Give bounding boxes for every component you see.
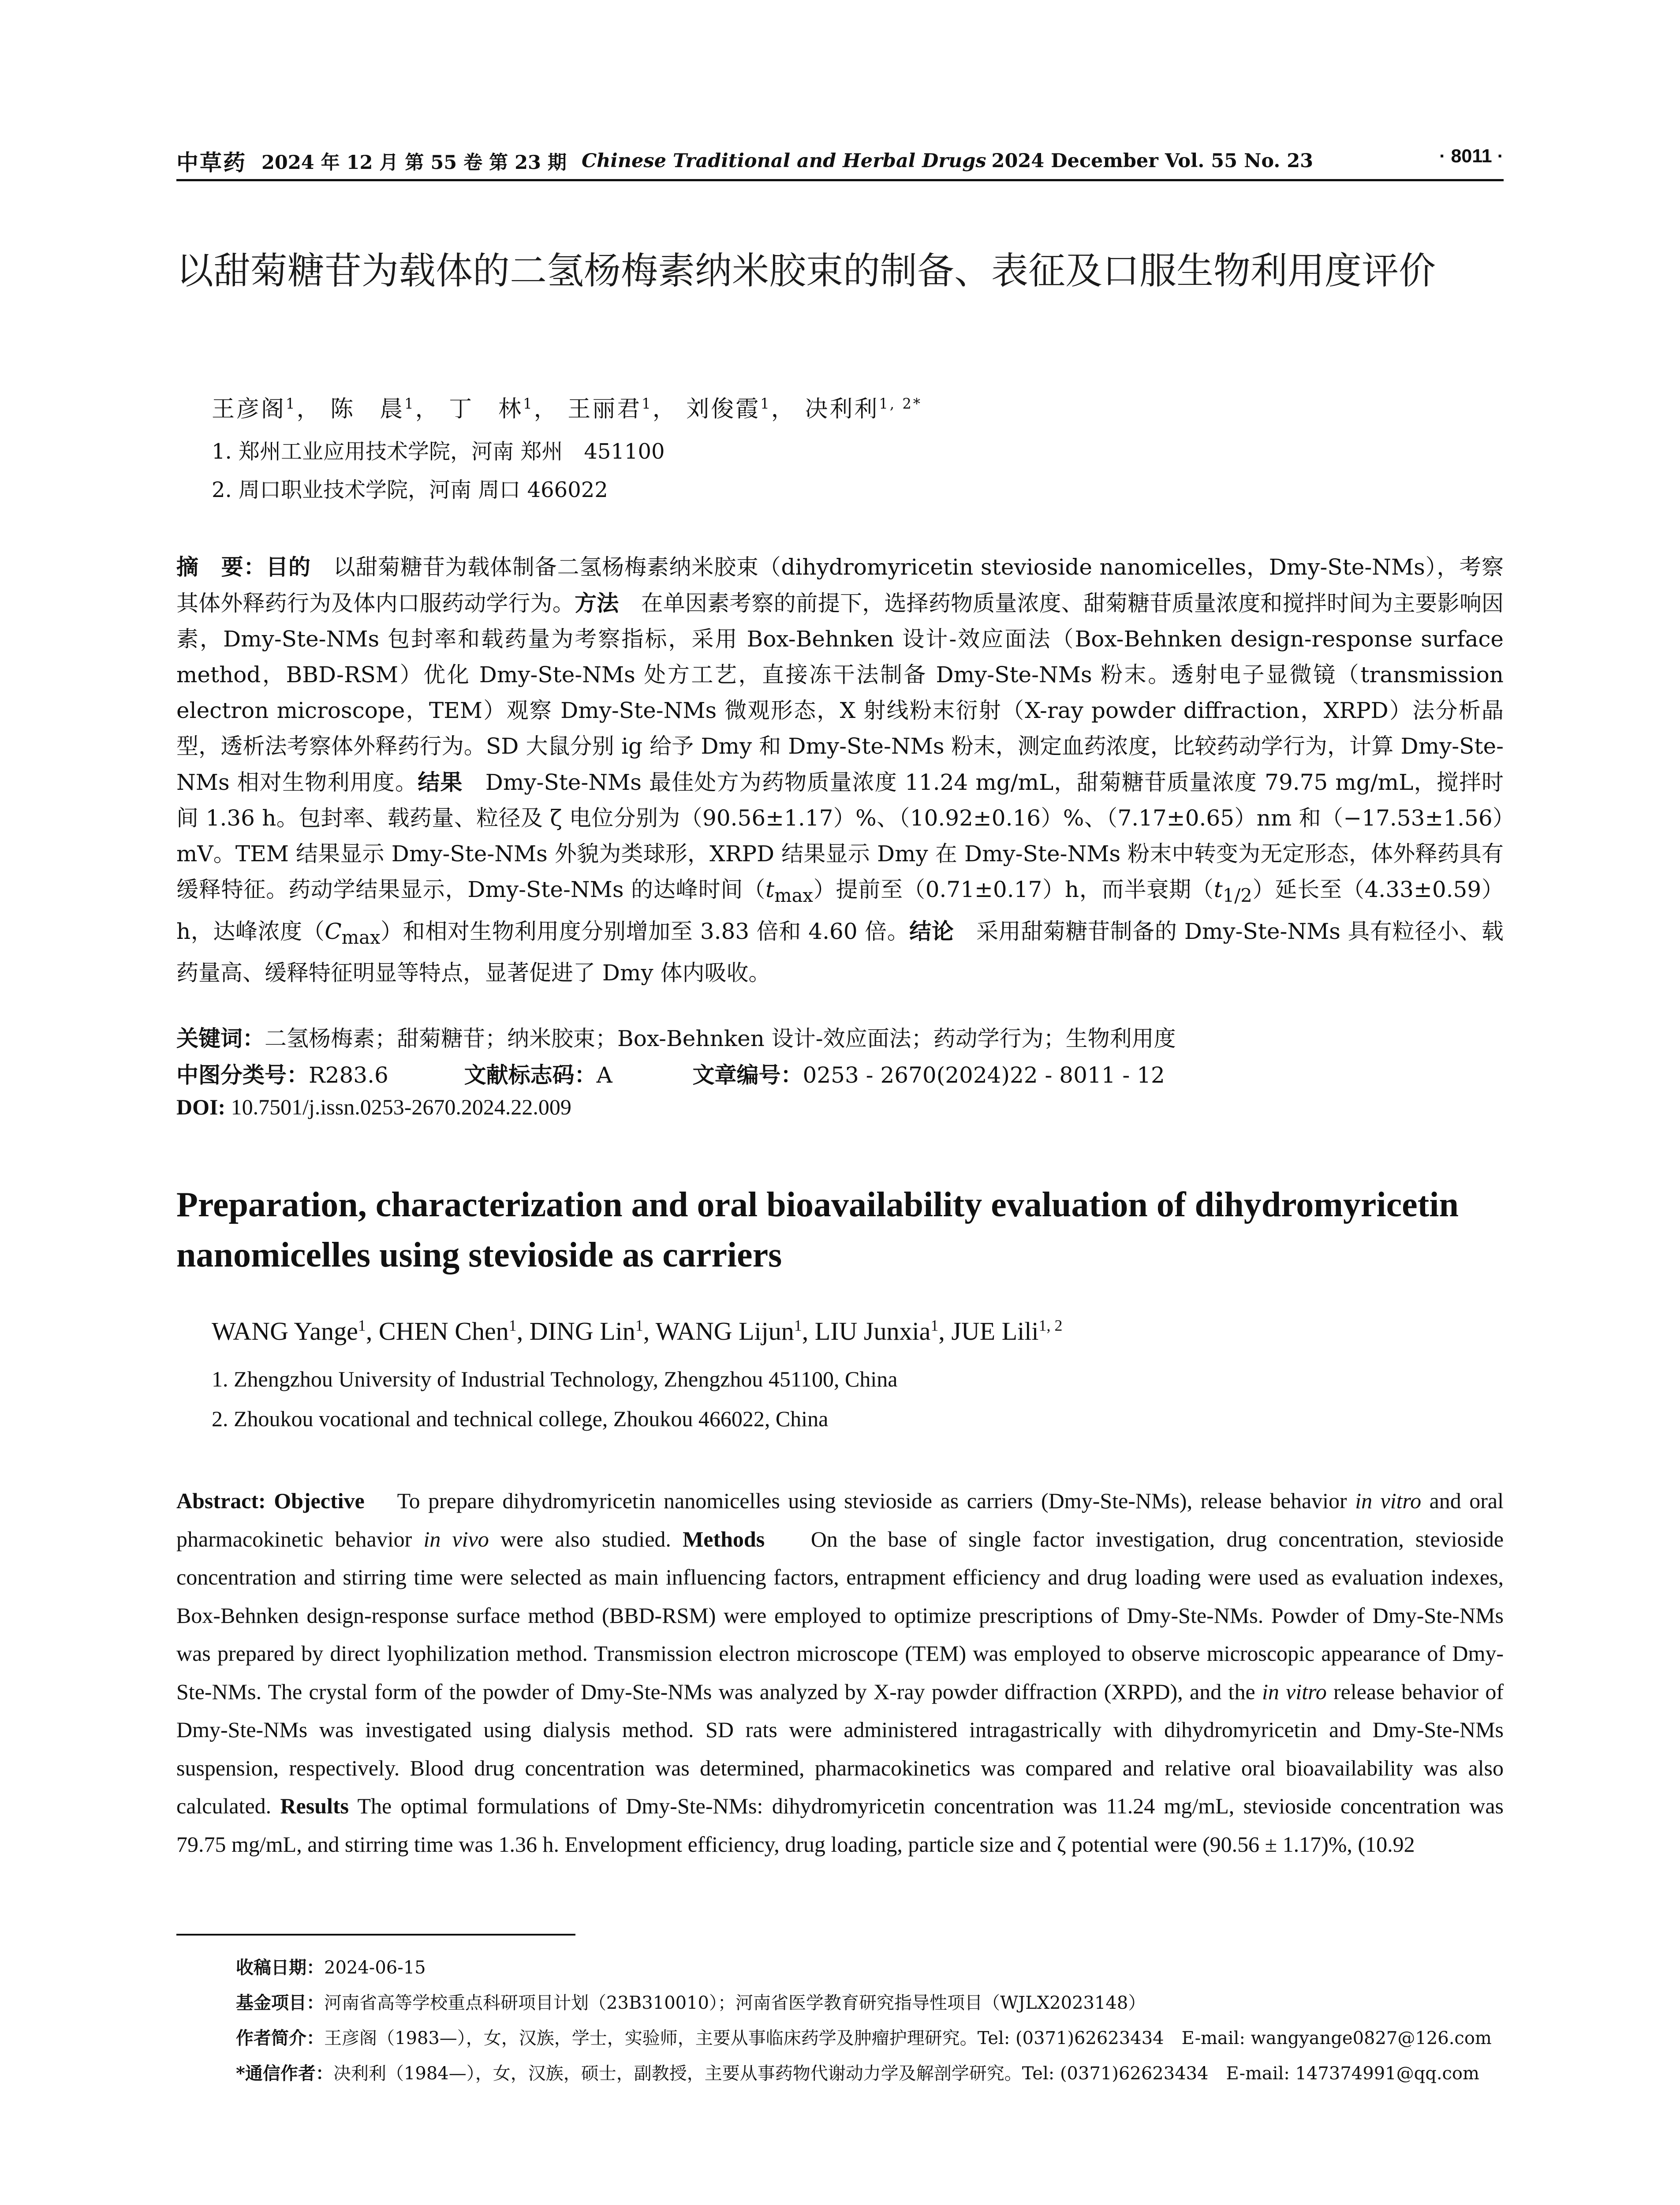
results-text: ）延长至（4.33±0.59）h，达峰浓度（ (176, 877, 1504, 944)
cmax-sub: max (341, 927, 381, 948)
running-header (176, 146, 1504, 176)
keywords-value: 二氢杨梅素；甜菊糖苷；纳米胶束；Box-Behnken 设计-效应面法；药动学行为；生物利用度 (265, 1026, 1176, 1051)
author-aff: 1, 2* (879, 395, 922, 412)
tmax-symbol: t (765, 877, 775, 902)
methods-text: release behavior of Dmy-Ste-NMs was investigated using dialysis method. SD rats were administered intragastrically with dihydromyricetin and Dmy-Ste-NMs suspension, respectively. Blood drug concentration was determined, pharmacokinetics was compared and relative oral bioavailability was also calculated. (176, 1679, 1504, 1818)
methods-text: 在单因素考察的前提下，选择药物质量浓度、甜菊糖苷质量浓度和搅拌时间为主要影响因素，Dmy-Ste-NMs 包封率和载药量为考察指标，采用 Box-Behnken 设计-效应面法（Box-Behnken design-response surface method，BBD-RSM）优化 Dmy-Ste-NMs 处方工艺，直接冻干法制备 Dmy-Ste-NMs 粉末。透射电子显微镜（transmission electron microscope，TEM）观察 Dmy-Ste-NMs 微观形态，X 射线粉末衍射（X-ray powder diffraction，XRPD）法分析晶型，透析法考察体外释药行为。SD 大鼠分别 ig 给予 Dmy 和 Dmy-Ste-NMs 粉末，测定血药浓度，比较药动学行为，计算 Dmy-Ste-NMs 相对生物利用度。 (176, 590, 1504, 795)
author-aff: 1 (635, 1316, 643, 1334)
author-aff: 1, 2 (1038, 1316, 1063, 1334)
title-cn: 以甜菊糖苷为载体的二氢杨梅素纳米胶束的制备、表征及口服生物利用度评价 (176, 249, 1436, 292)
author-name: JUE Lili (951, 1317, 1039, 1345)
footnote-fund (236, 1989, 1504, 2014)
abstract-en (176, 1482, 1504, 1863)
authors-en: WANG Yange$^1$, CHEN Chen$^1$, DING Lin$^1$, WANG Lijun$^1$, LIU Junxia$^1$, JUE Lili$^{1, 2}$ (212, 1316, 1063, 1345)
affiliation-cn-1: 1. 郑州工业应用技术学院，河南 郑州 451100 (212, 439, 665, 464)
author-name: 王丽君 (567, 396, 642, 422)
clc-label: 中图分类号： (176, 1062, 309, 1088)
keywords-cn (176, 1021, 1176, 1053)
received-value: 2024-06-15 (324, 1958, 426, 1978)
clc-value: R283.6 (309, 1062, 388, 1088)
fund-value: 河南省高等学校重点科研项目计划（23B310010）；河南省医学教育研究指导性项目（WJLX2023148） (324, 1993, 1146, 2013)
results-label: 结果 (418, 769, 463, 795)
author-name: DING Lin (529, 1317, 635, 1345)
objective-text: 以甜菊糖苷为载体制备二氢杨梅素纳米胶束（dihydromyricetin stevioside nanomicelles，Dmy-Ste-NMs），考察其体外释药行为及体内口服药动学行为。 (176, 554, 1504, 616)
methods-label: 方法 (575, 590, 619, 616)
conclusion-text: 采用甜菊糖苷制备的 Dmy-Ste-NMs 具有粒径小、载药量高、缓释特征明显等特点，显著促进了 Dmy 体内吸收。 (176, 919, 1504, 986)
conclusion-label: 结论 (909, 918, 954, 944)
title-en: Preparation, characterization and oral bioavailability evaluation of dihydromyricetin nanomicelles using stevioside as carriers (176, 1185, 1459, 1274)
results-text: ）提前至（0.71±0.17）h，而半衰期（ (813, 877, 1214, 902)
objective-label: 目的 (266, 554, 311, 580)
author-name: WANG Lijun (655, 1317, 794, 1345)
tmax-sub: max (774, 885, 813, 906)
abstract-label: Abstract: (176, 1488, 266, 1513)
corresponding-label: *通信作者： (236, 2063, 333, 2084)
footnote-rule (176, 1934, 575, 1936)
in-vitro-term: in vitro (1262, 1679, 1327, 1704)
classification-row (176, 1058, 1165, 1089)
author-aff: 1 (404, 395, 415, 412)
author-bio-label: 作者简介： (236, 2028, 324, 2048)
results-label: Results (280, 1794, 349, 1818)
doi-label: DOI: (176, 1095, 226, 1119)
author-name: WANG Yange (212, 1317, 358, 1345)
author-name: CHEN Chen (378, 1317, 509, 1345)
author-name: 刘俊霞 (686, 396, 761, 422)
footnote-author (236, 2024, 1504, 2049)
footnote-corresponding (236, 2059, 1504, 2085)
author-aff: 1 (286, 395, 297, 412)
objective-label: Objective (274, 1488, 365, 1513)
author-bio-value: 王彦阁（1983—），女，汉族，学士，实验师，主要从事临床药学及肿瘤护理研究。Tel: (0371)62623434 E-mail: wangyange0827@126.com (324, 2028, 1492, 2048)
results-text: Dmy-Ste-NMs 最佳处方为药物质量浓度 11.24 mg/mL，甜菊糖苷质量浓度 79.75 mg/mL，搅拌时间 1.36 h。包封率、载药量、粒径及 ζ 电位分别为（90.56±1.17）%、（10.92±0.16）%、（7.17±0.65）nm 和（−17.53±1.56）mV。TEM 结果显示 Dmy-Ste-NMs 外貌为类球形，XRPD 结果显示 Dmy 在 Dmy-Ste-NMs 粉末中转变为无定形态，体外释药具有缓释特征。药动学结果显示，Dmy-Ste-NMs 的达峰时间（ (176, 770, 1504, 902)
fund-label: 基金项目： (236, 1992, 324, 2013)
author-name: 陈 晨 (330, 396, 405, 422)
article-no-label: 文章编号： (692, 1062, 803, 1088)
author-aff: 1 (358, 1316, 366, 1334)
abstract-label: 摘 要： (176, 554, 266, 580)
methods-label: Methods (683, 1526, 765, 1551)
author-aff: 1 (930, 1316, 939, 1334)
issue-cn: 2024 年 12 月 第 55 卷 第 23 期 (261, 151, 567, 174)
received-label: 收稿日期： (236, 1957, 324, 1978)
in-vivo-term: in vivo (423, 1526, 489, 1551)
results-text: The optimal formulations of Dmy-Ste-NMs: dihydromyricetin concentration was 11.24 mg/mL, stevioside concentration was 79.75 mg/mL, and stirring time was 1.36 h. Envelopment efficiency, drug loading, particle size and ζ potential were (90.56 ± 1.17)%, (10.92 (176, 1794, 1504, 1857)
article-no-value: 0253 - 2670(2024)22 - 8011 - 12 (803, 1062, 1165, 1088)
in-vitro-term: in vitro (1355, 1488, 1422, 1513)
affiliation-en-1: 1. Zhengzhou University of Industrial Technology, Zhengzhou 451100, China (212, 1367, 898, 1391)
thalf-symbol: t (1213, 877, 1223, 902)
keywords-label: 关键词： (176, 1025, 265, 1051)
doc-code-label: 文献标志码： (464, 1062, 597, 1088)
author-aff: 1 (794, 1316, 802, 1334)
thalf-sub: 1/2 (1222, 885, 1252, 906)
cmax-symbol: C (325, 919, 342, 944)
doc-code-value: A (596, 1062, 612, 1088)
author-aff: 1 (523, 395, 534, 412)
author-aff: 1 (642, 395, 653, 412)
author-name: 王彦阁 (212, 396, 286, 422)
author-aff: 1 (508, 1316, 517, 1334)
affiliation-en-2: 2. Zhoukou vocational and technical college, Zhoukou 466022, China (212, 1406, 829, 1431)
page-number: · 8011 · (1439, 146, 1504, 167)
author-aff: 1 (760, 395, 771, 412)
objective-text: were also studied. (489, 1526, 671, 1551)
author-name: LIU Junxia (814, 1317, 931, 1345)
issue-en: 2024 December Vol. 55 No. 23 (991, 150, 1314, 172)
footnote-received (236, 1954, 1504, 1979)
objective-text: To prepare dihydromyricetin nanomicelles using stevioside as carriers (Dmy-Ste-NMs), release behavior (397, 1488, 1355, 1513)
journal-name-en: Chinese Traditional and Herbal Drugs (581, 150, 986, 172)
doi-link[interactable]: 10.7501/j.issn.0253-2670.2024.22.009 (231, 1095, 571, 1119)
header-rule (176, 179, 1504, 181)
results-text: ）和相对生物利用度分别增加至 3.83 倍和 4.60 倍。 (380, 919, 910, 944)
methods-text: On the base of single factor investigation, drug concentration, stevioside concentration and stirring time were selected as main influencing factors, entrapment efficiency and drug loading were used as evaluation indexes, Box-Behnken design-response surface method (BBD-RSM) were employed to optimize prescriptions of Dmy-Ste-NMs. Powder of Dmy-Ste-NMs was prepared by direct lyophilization method. Transmission electron microscope (TEM) was employed to observe microscopic appearance of Dmy-Ste-NMs. The crystal form of the powder of Dmy-Ste-NMs was analyzed by X-ray powder diffraction (XRPD), and the (176, 1526, 1504, 1704)
journal-name-cn: 中草药 (176, 149, 246, 176)
affiliation-cn-2: 2. 周口职业技术学院，河南 周口 466022 (212, 478, 608, 502)
author-name: 丁 林 (449, 396, 523, 422)
abstract-cn (176, 549, 1504, 991)
doi-row (176, 1094, 571, 1120)
author-name: 决利利 (805, 396, 879, 422)
authors-cn: 王彦阁$^1$， 陈 晨$^1$， 丁 林$^1$， 王丽君$^1$， 刘俊霞$^1$， 决利利$^{1, 2*}$ (212, 395, 922, 422)
corresponding-value: 决利利（1984—），女，汉族，硕士，副教授，主要从事药物代谢动力学及解剖学研究。Tel: (0371)62623434 E-mail: 147374991@qq.com (333, 2063, 1479, 2084)
objective-text: and oral pharmacokinetic behavior (176, 1488, 1504, 1551)
